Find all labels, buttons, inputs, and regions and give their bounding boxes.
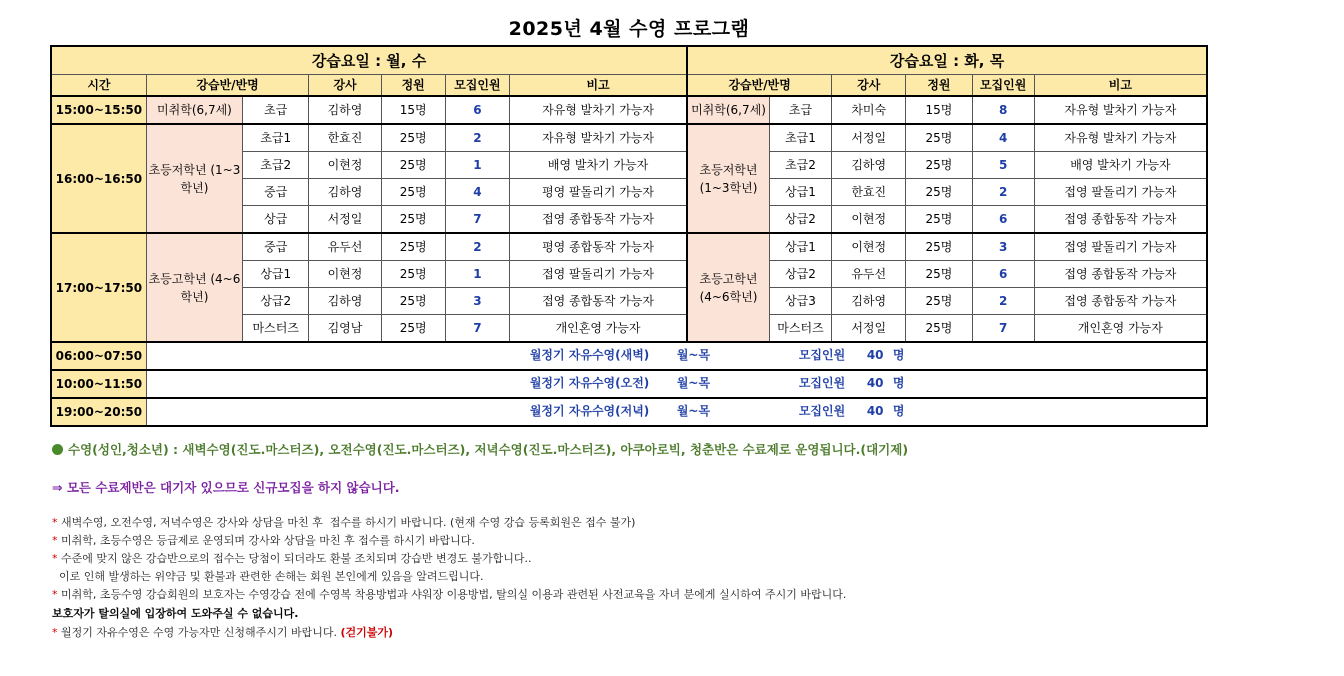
- teacher-cell: 서정일: [832, 124, 906, 152]
- bullet-dot-icon: [52, 444, 63, 455]
- recruit-count-cell: 6: [972, 206, 1034, 234]
- recruit-unit: 명: [892, 375, 905, 390]
- teacher-cell: 김하영: [309, 288, 381, 315]
- capacity-cell: 25명: [906, 124, 972, 152]
- col-header-capacity: 정원: [906, 75, 972, 97]
- class-group-cell: 미취학(6,7세): [687, 96, 769, 124]
- recruit-count-cell: 6: [445, 96, 509, 124]
- free-swim-days: 월~목: [676, 375, 711, 390]
- capacity-cell: 25명: [906, 261, 972, 288]
- table-row: [51, 124, 1207, 152]
- free-swim-name: 월정기 자유수영(새벽): [529, 347, 650, 362]
- note-cell: 접영 종합동작 가능자: [1034, 261, 1207, 288]
- level-cell: 상급1: [769, 233, 831, 261]
- recruit-label: 모집인원: [798, 375, 846, 390]
- recruit-count: 40: [866, 375, 884, 390]
- recruit-label: 모집인원: [798, 403, 846, 418]
- teacher-cell: 김하영: [832, 288, 906, 315]
- level-cell: 상급2: [769, 261, 831, 288]
- capacity-cell: 15명: [381, 96, 445, 124]
- free-swim-days: 월~목: [676, 403, 711, 418]
- free-swim-info: [147, 348, 1206, 362]
- teacher-cell: 이현정: [832, 206, 906, 234]
- teacher-cell: 한효진: [309, 124, 381, 152]
- level-cell: 마스터즈: [769, 315, 831, 343]
- recruit-count-cell: 3: [972, 233, 1034, 261]
- note-cell: 배영 발차기 가능자: [1034, 152, 1207, 179]
- capacity-cell: 25명: [906, 288, 972, 315]
- level-cell: 상급1: [243, 261, 309, 288]
- recruit-count-cell: 6: [972, 261, 1034, 288]
- teacher-cell: 이현정: [832, 233, 906, 261]
- teacher-cell: 서정일: [832, 315, 906, 343]
- right-day-header: 강습요일 : 화, 목: [687, 46, 1207, 75]
- recruit-count-cell: 1: [445, 152, 509, 179]
- free-swim-cell: [146, 398, 1207, 426]
- recruit-count-cell: 7: [445, 206, 509, 234]
- level-cell: 초급: [243, 96, 309, 124]
- teacher-cell: 김영남: [309, 315, 381, 343]
- note-cell: 접영 팔돌리기 가능자: [1034, 233, 1207, 261]
- time-slot-cell: 06:00~07:50: [51, 342, 146, 370]
- note-cell: 평영 팔돌리기 가능자: [509, 179, 687, 206]
- table-row: [51, 233, 1207, 261]
- teacher-cell: 이현정: [309, 261, 381, 288]
- asterisk-icon: *: [52, 626, 58, 639]
- recruit-count-cell: 7: [972, 315, 1034, 343]
- asterisk-icon: *: [52, 588, 58, 601]
- time-slot-cell: 19:00~20:50: [51, 398, 146, 426]
- time-slot-cell: 17:00~17:50: [51, 233, 146, 342]
- col-header-time: 시간: [51, 75, 146, 97]
- note-cell: 개인혼영 가능자: [509, 315, 687, 343]
- time-slot-cell: 10:00~11:50: [51, 370, 146, 398]
- capacity-cell: 15명: [906, 96, 972, 124]
- adult-swim-note: [52, 440, 908, 458]
- class-group-cell: 초등저학년 (1~3학년): [687, 124, 769, 233]
- level-cell: 초급: [769, 96, 831, 124]
- recruit-count-cell: 3: [445, 288, 509, 315]
- capacity-cell: 25명: [381, 288, 445, 315]
- note-cell: 개인혼영 가능자: [1034, 315, 1207, 343]
- teacher-cell: 김하영: [832, 152, 906, 179]
- note-cell: 접영 종합동작 가능자: [509, 206, 687, 234]
- free-swim-cell: [146, 370, 1207, 398]
- recruit-count-cell: 2: [445, 124, 509, 152]
- note-cell: 평영 종합동작 가능자: [509, 233, 687, 261]
- note-cell: 자유형 발차기 가능자: [509, 96, 687, 124]
- free-swim-row: [51, 342, 1207, 370]
- capacity-cell: 25명: [381, 124, 445, 152]
- capacity-cell: 25명: [381, 233, 445, 261]
- recruit-count-cell: 8: [972, 96, 1034, 124]
- col-header-note: 비고: [1034, 75, 1207, 97]
- asterisk-icon: *: [52, 534, 58, 547]
- table-row: [51, 96, 1207, 124]
- level-cell: 상급1: [769, 179, 831, 206]
- class-group-cell: 초등고학년 (4~6학년): [146, 233, 242, 342]
- note-cell: 접영 팔돌리기 가능자: [509, 261, 687, 288]
- info-bullet-text: 새벽수영, 오전수영, 저녁수영은 강사와 상담을 마친 후 접수를 하시기 바랍니다. (현재 수영 강습 등록회원은 접수 불가): [57, 516, 636, 529]
- free-swim-note: [52, 624, 393, 640]
- recruit-unit: 명: [892, 347, 905, 362]
- note-cell: 자유형 발차기 가능자: [1034, 124, 1207, 152]
- level-cell: 초급2: [769, 152, 831, 179]
- recruit-count-cell: 2: [972, 179, 1034, 206]
- class-group-cell: 초등저학년 (1~3학년): [146, 124, 242, 233]
- capacity-cell: 25명: [906, 315, 972, 343]
- capacity-cell: 25명: [381, 261, 445, 288]
- note-cell: 접영 종합동작 가능자: [509, 288, 687, 315]
- free-swim-row: [51, 398, 1207, 426]
- adult-swim-text: 수영(성인,청소년) : 새벽수영(진도.마스터즈), 오전수영(진도.마스터즈), 저녁수영(진도.마스터즈), 아쿠아로빅, 청춘반은 수료제로 운영됩니다.(대기제): [68, 442, 909, 457]
- no-walking-label: (걷기불가): [340, 626, 394, 639]
- col-header-teacher: 강사: [309, 75, 381, 97]
- col-header-class: 강습반/반명: [687, 75, 831, 97]
- note-cell: 접영 팔돌리기 가능자: [1034, 179, 1207, 206]
- capacity-cell: 25명: [906, 152, 972, 179]
- asterisk-icon: *: [52, 516, 58, 529]
- teacher-cell: 유두선: [309, 233, 381, 261]
- level-cell: 초급1: [769, 124, 831, 152]
- col-header-recruit: 모집인원: [972, 75, 1034, 97]
- info-bullet-text: 미취학, 초등수영은 등급제로 운영되며 강사와 상담을 마친 후 접수를 하시기 바랍니다.: [57, 534, 475, 547]
- recruit-count-cell: 2: [972, 288, 1034, 315]
- info-bullet: [52, 550, 532, 566]
- schedule-table: [50, 45, 1208, 427]
- info-bullet-text: 수준에 맞지 않은 강습반으로의 접수는 당첨이 되더라도 환불 조치되며 강습반 변경도 불가합니다..: [57, 552, 532, 565]
- note-cell: 자유형 발차기 가능자: [509, 124, 687, 152]
- free-swim-cell: [146, 342, 1207, 370]
- note-cell: 접영 종합동작 가능자: [1034, 206, 1207, 234]
- info-bullet: [52, 568, 484, 584]
- info-bullet-text: 미취학, 초등수영 강습회원의 보호자는 수영강습 전에 수영복 착용방법과 샤워장 이용방법, 탈의실 이용과 관련된 사전교육을 자녀 분에게 실시하여 주시기 바랍니다.: [57, 588, 847, 601]
- level-cell: 상급3: [769, 288, 831, 315]
- level-cell: 초급2: [243, 152, 309, 179]
- col-header-recruit: 모집인원: [445, 75, 509, 97]
- note-cell: 접영 종합동작 가능자: [1034, 288, 1207, 315]
- capacity-cell: 25명: [381, 179, 445, 206]
- capacity-cell: 25명: [906, 179, 972, 206]
- recruit-count: 40: [866, 347, 884, 362]
- guardian-warning: 보호자가 탈의실에 입장하여 도와주실 수 없습니다.: [52, 607, 299, 620]
- recruit-count-cell: 4: [445, 179, 509, 206]
- recruit-count-cell: 5: [972, 152, 1034, 179]
- class-group-cell: 미취학(6,7세): [146, 96, 242, 124]
- note-cell: 자유형 발차기 가능자: [1034, 96, 1207, 124]
- teacher-cell: 유두선: [832, 261, 906, 288]
- waitlist-note: ⇒ 모든 수료제반은 대기자 있으므로 신규모집을 하지 않습니다.: [52, 480, 400, 495]
- time-slot-cell: 15:00~15:50: [51, 96, 146, 124]
- class-group-cell: 초등고학년 (4~6학년): [687, 233, 769, 342]
- teacher-cell: 차미숙: [832, 96, 906, 124]
- info-bullet-text: 이로 인해 발생하는 위약금 및 환불과 관련한 손해는 회원 본인에게 있음을 알려드립니다.: [52, 570, 484, 583]
- free-swim-info: [147, 376, 1206, 390]
- free-swim-note-text: 월정기 자유수영은 수영 가능자만 신청해주시기 바랍니다.: [57, 626, 341, 639]
- free-swim-info: [147, 404, 1206, 418]
- level-cell: 상급2: [243, 288, 309, 315]
- info-bullet: [52, 532, 475, 548]
- teacher-cell: 김하영: [309, 179, 381, 206]
- left-day-header: 강습요일 : 월, 수: [51, 46, 687, 75]
- recruit-unit: 명: [892, 403, 905, 418]
- recruit-count-cell: 4: [972, 124, 1034, 152]
- notes-section: [52, 440, 908, 458]
- col-header-teacher: 강사: [832, 75, 906, 97]
- capacity-cell: 25명: [906, 233, 972, 261]
- col-header-note: 비고: [509, 75, 687, 97]
- info-bullet: [52, 586, 846, 602]
- capacity-cell: 25명: [381, 206, 445, 234]
- level-cell: 중급: [243, 179, 309, 206]
- col-header-class: 강습반/반명: [146, 75, 309, 97]
- free-swim-name: 월정기 자유수영(저녁): [529, 403, 650, 418]
- recruit-count-cell: 1: [445, 261, 509, 288]
- col-header-capacity: 정원: [381, 75, 445, 97]
- level-cell: 상급: [243, 206, 309, 234]
- info-bullet: [52, 514, 635, 530]
- capacity-cell: 25명: [906, 206, 972, 234]
- capacity-cell: 25명: [381, 315, 445, 343]
- free-swim-name: 월정기 자유수영(오전): [529, 375, 650, 390]
- teacher-cell: 김하영: [309, 96, 381, 124]
- level-cell: 초급1: [243, 124, 309, 152]
- level-cell: 상급2: [769, 206, 831, 234]
- asterisk-icon: *: [52, 552, 58, 565]
- free-swim-days: 월~목: [676, 347, 711, 362]
- page-title: 2025년 4월 수영 프로그램: [508, 18, 750, 40]
- time-slot-cell: 16:00~16:50: [51, 124, 146, 233]
- recruit-count-cell: 2: [445, 233, 509, 261]
- recruit-label: 모집인원: [798, 347, 846, 362]
- level-cell: 중급: [243, 233, 309, 261]
- recruit-count-cell: 7: [445, 315, 509, 343]
- note-cell: 배영 발차기 가능자: [509, 152, 687, 179]
- teacher-cell: 서정일: [309, 206, 381, 234]
- capacity-cell: 25명: [381, 152, 445, 179]
- free-swim-row: [51, 370, 1207, 398]
- teacher-cell: 이현정: [309, 152, 381, 179]
- teacher-cell: 한효진: [832, 179, 906, 206]
- recruit-count: 40: [866, 403, 884, 418]
- level-cell: 마스터즈: [243, 315, 309, 343]
